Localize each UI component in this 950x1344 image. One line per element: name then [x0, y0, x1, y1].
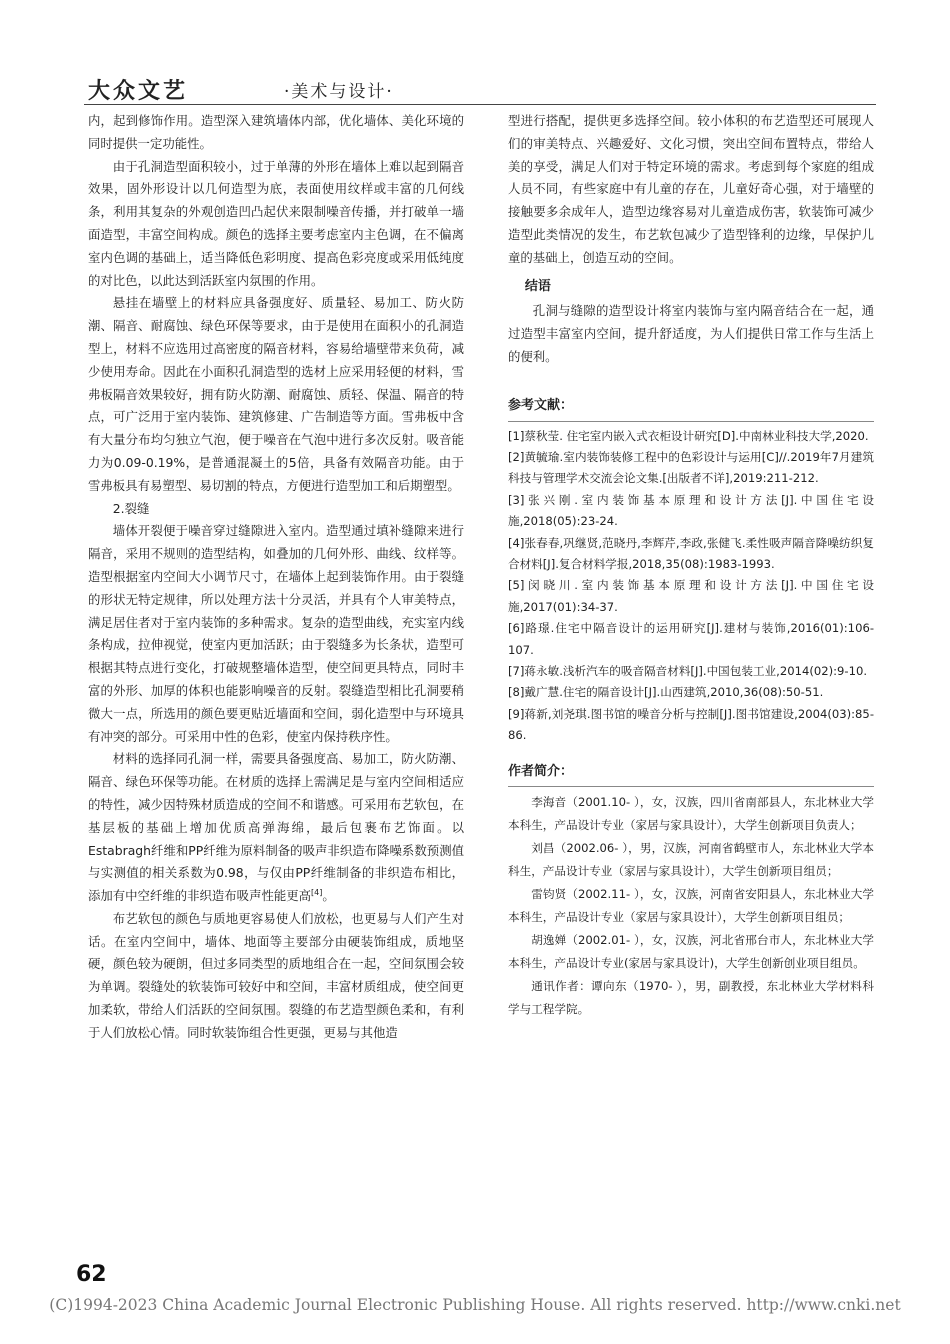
reference-item: [1]蔡秋莹. 住宅室内嵌入式衣柜设计研究[D].中南林业科技大学,2020. — [508, 428, 869, 443]
paragraph: 由于孔洞造型面积较小，过于单薄的外形在墙体上难以起到隔音效果，固外形设计以几何造型为底，表面使用纹样或丰富的几何线条，利用其复杂的外观创造凹凸起伏来限制噪音传播，并打破单一墙面造型，丰富空间构成。颜色的选择主要考虑室内主色调，在不偏离室内色调的基础上，适当降低色彩明度、提高色彩亮度或采用低纯度的对比色，以此达到活跃室内氛围的作用。 — [88, 158, 464, 288]
page-header — [84, 74, 876, 102]
reference-item: [3]张兴刚.室内装饰基本原理和设计方法[J].中国住宅设施,2018(05):23-24. — [508, 492, 874, 529]
reference-item: [2]黄毓瑜.室内装饰装修工程中的色彩设计与运用[C]//.2019年7月建筑科技与管理学术交流会论文集.[出版者不详],2019:211-212. — [508, 449, 874, 486]
author-item: 刘昌（2002.06- ），男，汉族，河南省鹤壁市人，东北林业大学本科生，产品设计专业（家居与家具设计），大学生创新项目组员； — [508, 841, 874, 879]
paragraph: 布艺软包的颜色与质地更容易使人们放松，也更易与人们产生对话。在室内空间中，墙体、地面等主要部分由硬装饰组成，质地坚硬，颜色较为硬朗，但过多同类型的质地组合在一起，空间氛围会较为单调。裂缝处的软装饰可较好中和空间，丰富材质组成，使空间更加柔软，带给人们活跃的空间氛围。裂缝的布艺造型颜色柔和，有利于人们放松心情。同时软装饰组合性更强，更易与其他造 — [88, 910, 464, 1040]
author-item: 雷钧贤（2002.11- ），女，汉族，河南省安阳县人，东北林业大学本科生，产品设计专业（家居与家具设计），大学生创新项目组员； — [508, 887, 874, 925]
references-list — [508, 426, 874, 747]
paragraph — [88, 748, 464, 908]
left-column — [88, 110, 464, 1045]
right-column — [508, 110, 874, 1021]
citation[interactable]: [4] — [311, 887, 323, 897]
conclusion-heading: 结语 — [524, 278, 551, 294]
paragraph-end: 。 — [322, 888, 335, 904]
author-item: 通讯作者：谭向东（1970- ），男，副教授，东北林业大学材料科学与工程学院。 — [508, 979, 874, 1017]
reference-item: [6]路璟.住宅中隔音设计的运用研究[J].建材与装饰,2016(01):106-107. — [508, 621, 874, 657]
reference-item: [5]闵晓川.室内装饰基本原理和设计方法[J].中国住宅设施,2017(01):34-37. — [508, 578, 874, 614]
magazine-title: 大众文艺 — [88, 78, 189, 104]
references-heading: 参考文献： — [508, 397, 574, 413]
references-divider — [508, 421, 874, 422]
reference-item: [8]戴广慧.住宅的隔音设计[J].山西建筑,2010,36(08):50-51. — [508, 685, 824, 700]
author-heading: 作者简介： — [508, 763, 574, 779]
subheading-crack: 2.裂缝 — [112, 500, 150, 516]
author-list — [508, 791, 874, 1021]
conclusion-text: 孔洞与缝隙的造型设计将室内装饰与室内隔音结合在一起，通过造型丰富室内空间，提升舒适度，为人们提供日常工作与生活上的便利。 — [508, 303, 874, 364]
paragraph: 悬挂在墙壁上的材料应具备强度好、质量轻、易加工、防火防潮、隔音、耐腐蚀、绿色环保等要求，由于是使用在面积小的孔洞造型上，材料不应选用过高密度的隔音材料，容易给墙壁带来负荷，减少使用寿命。因此在小面积孔洞造型的选材上应采用轻便的材料，雪弗板隔音效果较好，拥有防火防潮、耐腐蚀、质轻、保温、隔音的特点，可广泛用于室内装饰、建筑修建、广告制造等方面。雪弗板中含有大量分布均匀独立气泡，便于噪音在气泡中进行多次反射。吸音能力为0.09-0.19%，是普通混凝土的5倍，具备有效隔音功能。由于雪弗板具有易塑型、易切割的特点，方便进行造型加工和后期塑型。 — [88, 295, 464, 493]
paragraph: 型进行搭配，提供更多选择空间。较小体积的布艺造型还可展现人们的审美特点、兴趣爱好、文化习惯，突出空间布置特点，带给人美的享受，满足人们对于特定环境的需求。考虑到每个家庭的组成人员不同，有些家庭中有儿童的存在，儿童好奇心强，对于墙壁的接触要多余成年人，造型边缘容易对儿童造成伤害，软装饰可减少造型此类情况的发生，布艺软包减少了造型锋利的边缘，早保护儿童的基础上，创造互动的空间。 — [508, 113, 874, 265]
page-number: 62 — [76, 1262, 107, 1287]
paragraph: 内，起到修饰作用。造型深入建筑墙体内部，优化墙体、美化环境的同时提供一定功能性。 — [88, 113, 464, 151]
author-divider — [508, 786, 874, 787]
reference-item: [4]张春春,巩继贤,范晓丹,李辉芹,李政,张健飞.柔性吸声隔音降噪纺织复合材料[J].复合材料学报,2018,35(08):1983-1993. — [508, 535, 874, 571]
paragraph-text: 材料的选择同孔洞一样，需要具备强度高、易加工，防火防潮、隔音、绿色环保等功能。在材质的选择上需满足是与室内空间相适应的特性，减少因特殊材质造成的空间不和谐感。可采用布艺软包，在基层板的基础上增加优质高弹海绵，最后包裹布艺饰面。以Estabragh纤维和PP纤维为原料制备的吸声非织造布降噪系数预测值与实测值的相关系数为0.98，与仅由PP纤维制备的非织造布相比，添加有中空纤维的非织造布吸声性能更高 — [88, 751, 464, 904]
reference-item: [9]蒋新,刘尧琪.图书馆的噪音分析与控制[J].图书馆建设,2004(03):85-86. — [508, 706, 874, 743]
author-item: 胡逸婵（2002.01- ），女，汉族，河北省邢台市人，东北林业大学本科生，产品设计专业(家居与家具设计)，大学生创新创业项目组员。 — [508, 933, 874, 971]
header-rule — [84, 104, 876, 105]
reference-item: [7]蒋永敏.浅析汽车的吸音隔音材料[J].中国包装工业,2014(02):9-10. — [508, 664, 868, 679]
paragraph: 墙体开裂便于噪音穿过缝隙进入室内。造型通过填补缝隙来进行隔音，采用不规则的造型结构，如叠加的几何外形、曲线、纹样等。造型根据室内空间大小调节尺寸，在墙体上起到装饰作用。由于裂缝的形状无特定规律，所以处理方法十分灵活，并具有个人审美特点，满足居住者对于室内装饰的多种需求。复杂的造型曲线，充实室内线条构成，拉伸视觉，使室内更加活跃；由于裂缝多为长条状，造型可根据其特点进行变化，打破规整墙体造型，使空间更具特点，同时丰富的外形、加厚的体积也能影响噪音的反射。裂缝造型相比孔洞要稍微大一点，所选用的颜色要更贴近墙面和空间，弱化造型中与环境具有冲突的部分。可采用中性的色彩，使室内保持秩序性。 — [88, 523, 464, 744]
section-title: ·美术与设计· — [284, 82, 394, 102]
copyright-footer: (C)1994-2023 China Academic Journal Electronic Publishing House. All rights reserved. http://www.cnki.net — [49, 1296, 901, 1314]
author-item: 李海音（2001.10- ），女，汉族，四川省南部县人，东北林业大学本科生，产品设计专业（家居与家具设计），大学生创新项目负责人； — [508, 795, 874, 833]
